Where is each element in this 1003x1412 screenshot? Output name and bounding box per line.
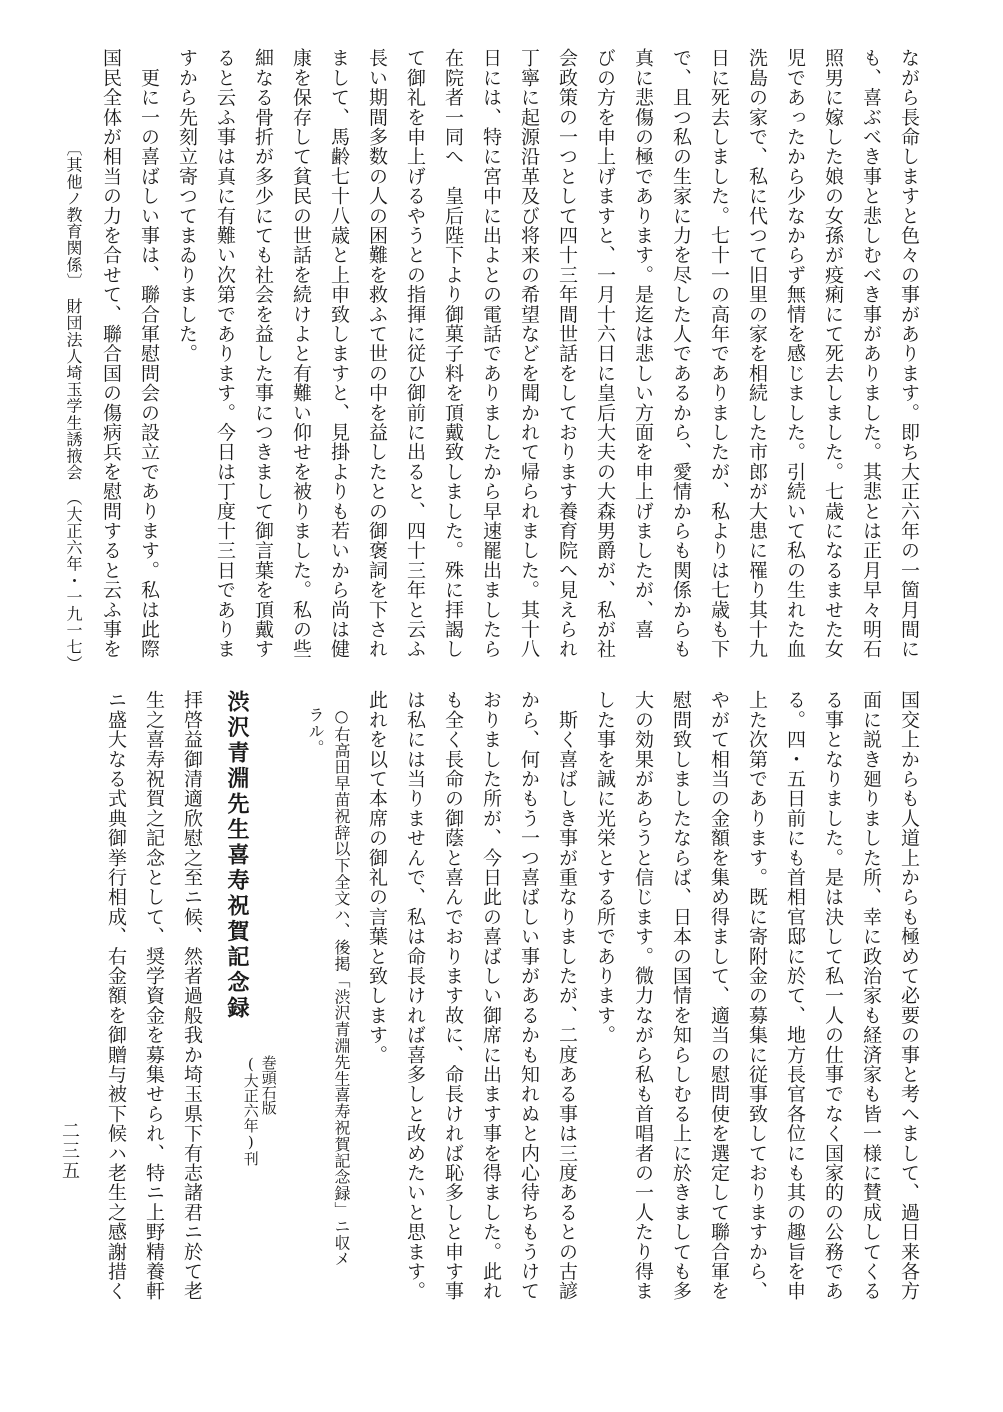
body-column: 斯く喜ばしき事が重なりましたが、二度ある事は三度あるとの古諺 — [556, 690, 578, 1301]
note-line: ○右高田早苗祝辞以下全文ハ、後掲「渋沢青淵先生喜寿祝賀記念録」ニ収メ — [332, 690, 351, 1267]
body-column: 日に死去しました。七十一の高年でありましたが、私よりは七歳も下 — [708, 48, 730, 659]
section-label: 〔其他ノ教育関係〕 財団法人埼玉学生誘掖会 （大正六年・一九一七） — [64, 140, 83, 672]
body-column: 康を保存して貧民の世話を続けよと有難い仰せを被りました。私の些 — [290, 48, 312, 659]
body-column: 慰問致しましたならば、日本の国情を知らしむる上に於きましても多 — [670, 690, 692, 1301]
body-column: ると云ふ事は真に有難い次第であります。今日は丁度十三日でありま — [214, 48, 236, 659]
body-column: 国民全体が相当の力を合せて、聯合国の傷病兵を慰問すると云ふ事を — [100, 48, 122, 659]
body-column: 在院者一同へ 皇后陛下より御菓子料を頂戴致しました。殊に拝謁し — [442, 48, 464, 659]
document-title: 渋沢青淵先生喜寿祝賀記念録 — [224, 690, 250, 1022]
body-column: やがて相当の金額を集め得まして、適当の慰問使を選定して聯合軍を — [708, 690, 730, 1301]
body-column: 面に説き廻りました所、幸に政治家も経済家も皆一様に賛成してくる — [860, 690, 882, 1301]
body-column: は私には当りませんで、私は命長ければ喜多しと改めたいと思ます。 — [404, 690, 426, 1301]
edition-note: (大正六年)刊 — [241, 1055, 260, 1166]
body-column: て御礼を申上げるやうとの指揮に従ひ御前に出ると、四十三年と云ふ — [404, 48, 426, 659]
body-column: まして、馬齢七十八歳と上申致しますと、見掛よりも若いから尚は健 — [328, 48, 350, 659]
body-column: 細なる骨折が多少にても社会を益した事につきまして御言葉を頂戴す — [252, 48, 274, 659]
body-column: ニ盛大なる式典御挙行相成、右金額を御贈与被下候ハ老生之感謝措く — [105, 690, 127, 1301]
body-column: した事を誠に光栄とする所であります。 — [594, 690, 616, 1045]
body-column: 上た次第であります。既に寄附金の募集に従事致しておりますから、 — [746, 690, 768, 1301]
body-column: 国交上からも人道上からも極めて必要の事と考へまして、過日来各方 — [898, 690, 920, 1301]
body-column: も、喜ぶべき事と悲しむべき事がありました。其悲とは正月早々明石 — [860, 48, 882, 659]
body-column: から、何かもう一つ喜ばしい事があるかも知れぬと内心待ちもうけて — [518, 690, 540, 1301]
body-column: びの方を申上げますと、一月十六日に皇后大夫の大森男爵が、私が社 — [594, 48, 616, 659]
body-column: すから先刻立寄つてまゐりました。 — [176, 48, 198, 364]
body-column: 大の効果があらうと信じます。微力ながら私も首唱者の一人たり得ま — [632, 690, 654, 1301]
note-line: ラル。 — [306, 690, 325, 756]
page-number: 二三五 — [59, 1121, 80, 1181]
body-column: おりました所が、今日此の喜ばしい御席に出ます事を得ました。此れ — [480, 690, 502, 1301]
edition-note: 巻頭石版 — [259, 1055, 278, 1115]
body-column: 日には、特に宮中に出よとの電話でありましたから早速罷出ましたら — [480, 48, 502, 659]
body-column: 洗島の家で、私に代つて旧里の家を相続した市郎が大患に罹り其十九 — [746, 48, 768, 659]
body-column: る事となりました。是は決して私一人の仕事でなく国家的の公務であ — [822, 690, 844, 1301]
body-column: 更に一の喜ばしい事は、聯合軍慰問会の設立であります。私は此際 — [138, 48, 160, 659]
body-column: る。四・五日前にも首相官邸に於て、地方長官各位にも其の趣旨を申 — [784, 690, 806, 1301]
body-column: も全く長命の御蔭と喜んでおります故に、命長ければ恥多しと申す事 — [442, 690, 464, 1301]
body-column: 丁寧に起源沿革及び将来の希望などを聞かれて帰られました。其十八 — [518, 48, 540, 659]
body-column: 此れを以て本席の御礼の言葉と致します。 — [366, 690, 388, 1065]
body-column: 生之喜寿祝賀之記念として、奨学資金を募集せられ、特ニ上野精養軒 — [143, 690, 165, 1301]
body-column: 児であったから少なからず無情を感じました。引続いて私の生れた血 — [784, 48, 806, 659]
body-column: 照男に嫁した娘の女孫が疫痢にて死去しました。七歳になるませた女 — [822, 48, 844, 659]
body-column: 拝啓益御清適欣慰之至ニ候、然者過般我か埼玉県下有志諸君ニ於て老 — [181, 690, 203, 1301]
body-column: 会政策の一つとして四十三年間世話をしております養育院へ見えられ — [556, 48, 578, 659]
body-column: で、且つ私の生家に力を尽した人であるから、愛情からも関係からも — [670, 48, 692, 659]
body-column: ながら長命しますと色々の事があります。即ち大正六年の一箇月間に — [898, 48, 920, 659]
body-column: 真に悲傷の極であります。是迄は悲しい方面を申上げましたが、喜 — [632, 48, 654, 639]
body-column: 長い期間多数の人の困難を救ふて世の中を益したとの御褒詞を下され — [366, 48, 388, 659]
